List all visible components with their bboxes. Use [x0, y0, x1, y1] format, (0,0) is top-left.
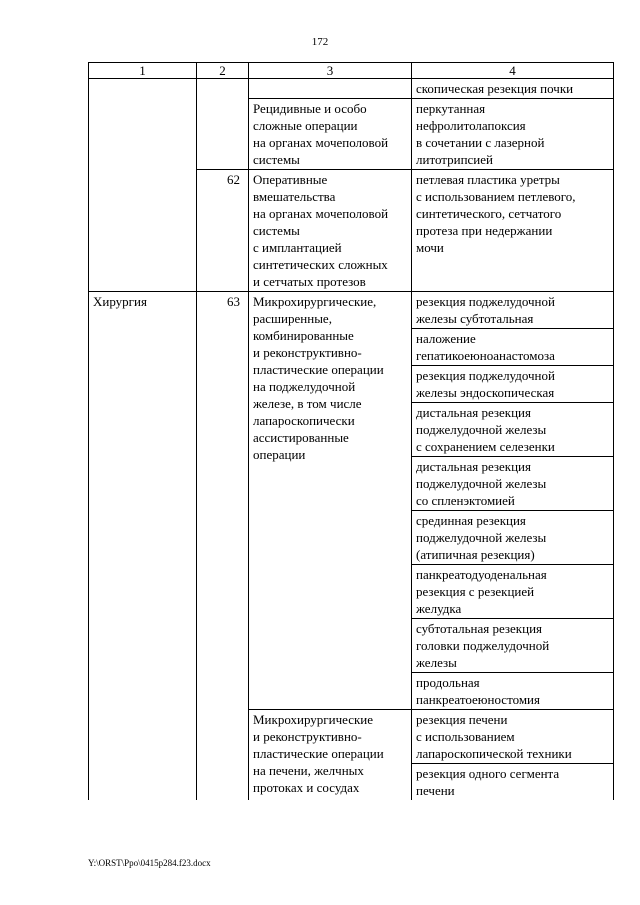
cell-line: панкреатодуоденальная: [416, 567, 547, 582]
cell-line: железы: [416, 655, 457, 670]
profile-name: Хирургия: [93, 294, 147, 309]
cell-line: лапароскопической техники: [416, 746, 572, 761]
cell-line: панкреатоеюностомия: [416, 692, 540, 707]
cell-line: петлевая пластика уретры: [416, 172, 560, 187]
number-cell: 62: [197, 170, 249, 292]
cell-line: литотрипсией: [416, 152, 493, 167]
cell-line: на поджелудочной: [253, 379, 356, 394]
cell-line: резекция поджелудочной: [416, 368, 555, 383]
cell-line: ассистированные: [253, 430, 349, 445]
cell-line: и реконструктивно-: [253, 345, 362, 360]
cell-line: Микрохирургические,: [253, 294, 377, 309]
method-cell: [412, 673, 614, 710]
cell-line: перкутанная: [416, 101, 486, 116]
cell-line: мочи: [416, 240, 444, 255]
cell-line: и сетчатых протезов: [253, 274, 366, 289]
column-header: 4: [412, 63, 614, 79]
cell-line: на органах мочеполовой: [253, 135, 389, 150]
header-row: [89, 63, 614, 79]
group-cell: [249, 292, 412, 710]
cell-line: системы: [253, 152, 300, 167]
procedures-table: [88, 62, 614, 800]
cell-line: дистальная резекция: [416, 459, 531, 474]
cell-line: протеза при недержании: [416, 223, 553, 238]
method-cell: [412, 403, 614, 457]
column-header: 1: [89, 63, 197, 79]
cell-line: системы: [253, 223, 300, 238]
cell-line: операции: [253, 447, 306, 462]
method-cell: [412, 329, 614, 366]
method-cell: [412, 565, 614, 619]
cell-line: с использованием петлевого,: [416, 189, 576, 204]
table-row: [89, 292, 614, 329]
page-number: 172: [311, 36, 329, 48]
cell-line: расширенные,: [253, 311, 332, 326]
cell-line: желудка: [416, 601, 462, 616]
cell-line: и реконструктивно-: [253, 729, 362, 744]
method-cell: [412, 764, 614, 801]
cell-line: поджелудочной железы: [416, 422, 547, 437]
cell-line: комбинированные: [253, 328, 354, 343]
profile-cell: [89, 292, 197, 801]
table-row: [89, 79, 614, 99]
cell-line: железы эндоскопическая: [416, 385, 555, 400]
cell-line: синтетического, сетчатого: [416, 206, 562, 221]
method-cell: [412, 366, 614, 403]
cell-line: резекция поджелудочной: [416, 294, 555, 309]
cell-line: продольная: [416, 675, 480, 690]
column-header: 2: [197, 63, 249, 79]
cell-line: вмешательства: [253, 189, 336, 204]
cell-line: Микрохирургические: [253, 712, 374, 727]
cell-line: пластические операции: [253, 362, 384, 377]
cell-line: с использованием: [416, 729, 515, 744]
cell-line: пластические операции: [253, 746, 384, 761]
cell-line: Оперативные: [253, 172, 328, 187]
cell-line: на органах мочеполовой: [253, 206, 389, 221]
cell-line: наложение: [416, 331, 476, 346]
column-header: 3: [249, 63, 412, 79]
cell-line: протоках и сосудах: [253, 780, 360, 795]
cell-line: головки поджелудочной: [416, 638, 550, 653]
cell-line: на печени, желчных: [253, 763, 364, 778]
method-cell: [412, 170, 614, 292]
cell-line: поджелудочной железы: [416, 476, 547, 491]
cell-line: железы субтотальная: [416, 311, 534, 326]
profile-cell: [89, 79, 197, 292]
cell-line: в сочетании с лазерной: [416, 135, 545, 150]
cell-line: нефролитолапоксия: [416, 118, 526, 133]
cell-line: поджелудочной железы: [416, 530, 547, 545]
cell-line: печени: [416, 783, 455, 798]
number-cell: [197, 79, 249, 170]
method-cell: [412, 79, 614, 99]
group-cell: [249, 79, 412, 99]
cell-line: резекция с резекцией: [416, 584, 535, 599]
cell-line: субтотальная резекция: [416, 621, 543, 636]
group-cell: [249, 710, 412, 801]
method-cell: [412, 457, 614, 511]
cell-line: дистальная резекция: [416, 405, 531, 420]
method-cell: [412, 619, 614, 673]
method-cell: [412, 292, 614, 329]
cell-line: гепатикоеюноанастомоза: [416, 348, 555, 363]
cell-line: резекция одного сегмента: [416, 766, 560, 781]
group-cell: [249, 99, 412, 170]
method-cell: [412, 99, 614, 170]
method-cell: [412, 710, 614, 764]
cell-line: синтетических сложных: [253, 257, 388, 272]
cell-line: лапароскопически: [253, 413, 355, 428]
number-cell: 63: [197, 292, 249, 801]
cell-line: скопическая резекция почки: [416, 81, 574, 96]
group-cell: [249, 170, 412, 292]
cell-line: с имплантацией: [253, 240, 342, 255]
file-path-footer: Y:\ORST\Ppo\0415p284.f23.docx: [88, 858, 211, 868]
method-cell: [412, 511, 614, 565]
cell-line: срединная резекция: [416, 513, 526, 528]
cell-line: резекция печени: [416, 712, 508, 727]
cell-line: сложные операции: [253, 118, 358, 133]
cell-line: железе, в том числе: [253, 396, 362, 411]
cell-line: со спленэктомией: [416, 493, 515, 508]
cell-line: (атипичная резекция): [416, 547, 535, 562]
cell-line: с сохранением селезенки: [416, 439, 555, 454]
cell-line: Рецидивные и особо: [253, 101, 367, 116]
